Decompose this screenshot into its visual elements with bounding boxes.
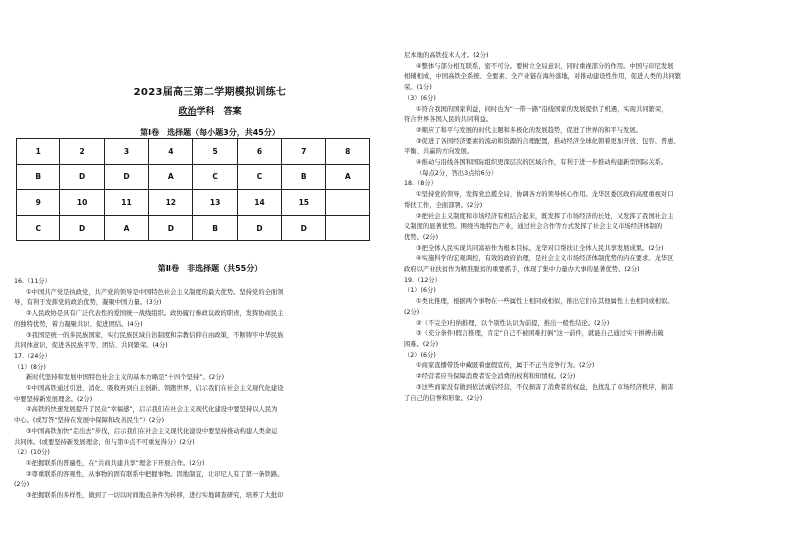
question-number-cell: 11 [104,190,148,216]
answer-cell: D [282,215,326,241]
answer-cell: D [60,215,104,241]
question-number-cell: 6 [237,139,281,165]
question-number-cell: 4 [149,139,193,165]
text-line: 中要坚持新发展理念。(2分) [14,395,93,403]
question-number-cell: 7 [282,139,326,165]
text-line: 16.（11分） [14,278,51,285]
subtitle-rest: 学科 答案 [196,107,242,117]
right-column-text [404,51,772,404]
text-line: （每点2分，答出3点给6分） [416,169,498,177]
answer-cell: D [149,215,193,241]
answer-cell: D [237,215,281,241]
text-line: 18.（8分） [404,180,437,188]
text-line: ③这些商家没有做到依法诚信经营，不仅损害了消费者的权益，也扰乱了市场经济秩序，损害 [416,383,674,391]
text-line: (2分) [404,308,420,316]
question-number-cell: 13 [193,190,237,216]
text-line: （3）(6分) [404,94,436,102]
question-number-row [17,190,370,216]
text-line: ②顺应了和平与发展的时代主题和多极化的发展趋势，促进了世界的和平与发展。 [416,126,643,134]
text-line: ③中国高铁加快“走出去”步伐，启示我们在社会主义现代化建设中要坚持推动构建人类命运 [26,427,278,435]
text-line: ④实施科学的宏观调控，有效的政府治理，是社会主义市场经济体制优势的内在要求。龙华区 [416,255,674,263]
question-number-cell [326,190,370,216]
text-line: ①类比推理，根据两个事物在一些属性上相同或相似，推出它们在其他属性上也相同或相似。 [416,298,674,306]
text-line: ①把握联系的普遍性，在“共商共建共享”理念下开展合作。(2分) [26,459,205,467]
page-title: 2023届高三第二学期模拟训练七 [133,87,287,98]
text-line: ③我国是统一的多民族国家，实行民族区域自治制度和宗教信仰自由政策，不断铸牢中华民族 [26,331,284,339]
text-line: 平衡、共赢的方向发展。 [404,148,474,156]
text-line: ②尊重联系的客观性，从事物的固有联系中把握事物。因地制宜，让印尼人有了第一条铁路。 [26,470,284,478]
answer-table [16,138,370,241]
answer-cell: B [282,164,326,190]
text-line: ②把社会主义制度和市场经济有机结合起来，既发挥了市场经济的长处，又发挥了我国社会主 [416,212,674,220]
text-line: 荣。(1分) [404,84,432,92]
text-line: ③（充分条件)假言推理，肯定“自己不被困难打倒”这一前件，就能自己通过实干拼搏击破 [416,330,664,338]
question-number-cell: 14 [237,190,281,216]
text-line: 19.（12分） [404,276,441,284]
answer-cell: C [237,164,281,190]
section2-heading: 第Ⅱ卷 非选择题（共55分） [157,264,263,273]
answer-cell: D [60,164,104,190]
question-number-cell: 12 [149,190,193,216]
text-line: ②高铁的快速发展提升了民众“幸福感”，启示我们在社会主义现代化建设中要坚持以人民为 [26,406,278,414]
text-line: ④推动与沿线各国和国际组织更深层次的区域合作，有利于进一步推动构建新型国际关系。 [416,159,668,167]
text-line: ①符合我国的国家利益，同时也为“一带一路”沿线国家的发展提供了机遇，实现共同繁荣， [416,105,668,113]
question-number-cell: 9 [17,190,60,216]
text-line: 的独特优势，着力凝聚共识、促进团结。(4分) [14,320,143,328]
text-line: （1）(8分) [14,363,46,371]
answer-cell: C [17,215,60,241]
text-line: 帮扶工作，全面部署。(2分) [404,201,483,209]
text-line: 共同体。(或要坚持新发展理念，但与第①点不可重复得分）(2分) [14,438,195,446]
text-line: 尼本地的高铁技术人才。(2分) [404,52,489,59]
subject-name: 政治 [178,107,197,117]
text-line: (2分) [14,481,30,489]
text-line: ①商家直播带货中藏匿着虚假宣传，属于不正当竞争行为。(2分) [416,362,595,370]
text-line: ④整体与部分相互联系，密不可分。要树立全局意识，同时重视部分的作用。中国与印尼发展 [416,62,674,70]
text-line: （2）(10分) [14,449,50,457]
text-line: 共同体意识，促进各民族平等、团结、共同繁荣。(4分) [14,342,168,350]
text-line: 符合世界各国人民的共同利益。 [404,116,493,124]
answer-cell: C [193,164,237,190]
answer-cell: A [104,215,148,241]
text-line: 了自己的信誉和形象。(2分) [404,394,483,402]
question-number-cell: 15 [282,190,326,216]
question-number-cell: 10 [60,190,104,216]
text-line: ③把握联系的多样性，做到了一切以时间地点条件为转移，进行实地调查研究，培养了大批印 [26,492,284,500]
text-line: ②（不完全)归纳推理，以个别性认识为前提，推出一般性结论。(2分) [416,319,610,327]
text-line: ②经营者应当保障消费者安全消费的权利和知情权。(2分) [416,373,576,381]
answer-cell: A [326,164,370,190]
answer-cell: D [104,164,148,190]
text-line: 新时代坚持和发展中国特色社会主义的基本方略是“十四个坚持”。(2分) [26,374,225,382]
left-column-text [14,277,386,502]
answer-cell: A [149,164,193,190]
question-number-cell: 2 [60,139,104,165]
text-line: 义制度的显著优势。围绕当地特色产业，通过社会合作等方式发挥了社会主义市场经济体制的 [404,223,663,231]
text-line: ③促进了各国经济要素的流动和资源的合理配置，推动经济全球化朝着更加开放、包容、普惠、 [416,137,680,145]
text-line: 导，有利于发挥党的政治优势，凝聚中国力量。(3分) [14,299,162,307]
text-line: 中心。(或写答“坚持在发展中保障和改善民生”）(2分) [14,417,165,425]
question-number-cell: 1 [17,139,60,165]
text-line: 相辅相成，中国高铁全系统、全要素、全产业链在海外落地，对推动建设性作用，促进人类的共同繁 [404,73,682,81]
text-line: 政府以产业扶贫作为精准脱贫的重要抓手，体现了集中力量办大事的显著优势。(2分) [404,266,640,274]
subtitle [30,104,390,117]
answer-cell: B [193,215,237,241]
text-line: 17.（24分） [14,352,51,360]
text-line: （2）(6分) [404,351,436,359]
text-line: （1）(6分) [404,287,436,295]
question-number-cell: 5 [193,139,237,165]
answer-row [17,164,370,190]
text-line: ③把全体人民实现共同富裕作为根本目标。龙华对口帮扶让全体人民共享发展成果。(2分) [416,244,664,252]
text-line: ②人民政协是具有广泛代表性的爱国统一战线组织。政协履行参政议政的职责，发挥协商民主 [26,310,284,318]
text-line: 优势。(2分) [404,233,439,241]
question-number-cell: 8 [326,139,370,165]
question-number-cell: 3 [104,139,148,165]
text-line: ①中国共产党是执政党，共产党的领导是中国特色社会主义制度的最大优势。坚持党的全面领 [26,288,284,296]
answer-row [17,215,370,241]
text-line: ①中国高铁通过引进、消化、吸收再到自主创新、领跑世界，启示我们在社会主义现代化建设 [26,385,284,393]
text-line: 困难。(2分) [404,340,439,348]
text-line: ①坚持党的领导，发挥党总揽全局、协调各方的领导核心作用。龙华区委区政府高度重视对口 [416,191,674,199]
section1-heading: 第Ⅰ卷 选择题（每小题3分，共45分） [140,128,280,137]
answer-cell [326,215,370,241]
question-number-row [17,139,370,165]
answer-cell: B [17,164,60,190]
